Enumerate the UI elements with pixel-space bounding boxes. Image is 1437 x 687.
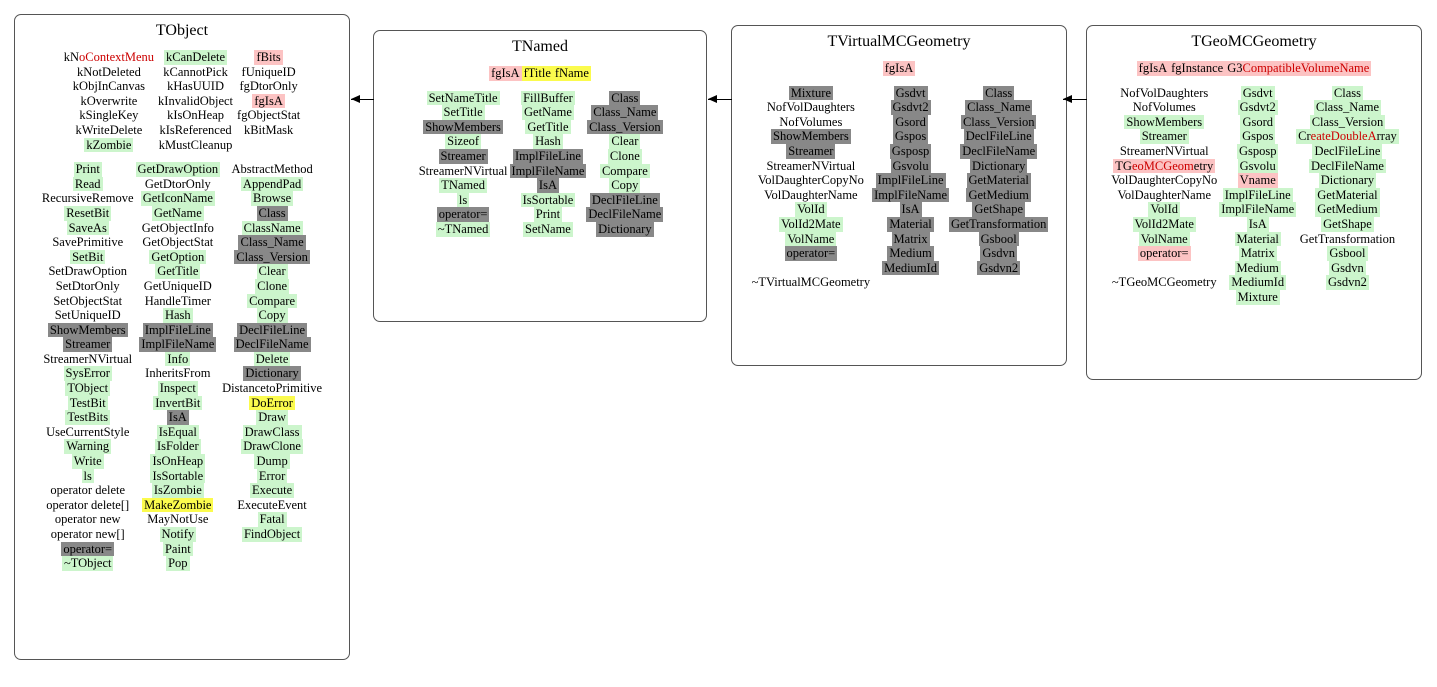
- class-member[interactable]: Class: [258, 205, 286, 220]
- class-member[interactable]: Error: [258, 468, 286, 483]
- class-member[interactable]: ResetBit: [66, 205, 110, 220]
- class-member[interactable]: ExecuteEvent: [237, 497, 307, 512]
- methods-block-column-2: [586, 91, 663, 237]
- class-member[interactable]: DoError: [251, 395, 293, 410]
- attributes-block-column-2: [1225, 61, 1371, 76]
- class-member[interactable]: GetMedium: [968, 187, 1029, 202]
- class-member[interactable]: SetName: [525, 221, 571, 236]
- class-member[interactable]: Gsdvn: [982, 246, 1016, 261]
- class-member[interactable]: Gsbool: [1329, 246, 1366, 261]
- methods-block-column-2: [220, 162, 324, 541]
- methods-block-column-0: [750, 86, 873, 290]
- class-member[interactable]: NofVolumes: [779, 114, 843, 129]
- class-member[interactable]: Hash: [535, 134, 561, 149]
- class-member[interactable]: GetMaterial: [1317, 187, 1378, 202]
- class-member[interactable]: VolDaughterName: [764, 187, 858, 202]
- class-member[interactable]: GetMedium: [1317, 202, 1378, 217]
- class-member[interactable]: TGeoMCGeometry: [1115, 158, 1214, 173]
- class-member[interactable]: Gsbool: [980, 231, 1017, 246]
- class-member[interactable]: Matrix: [893, 231, 928, 246]
- class-member[interactable]: Gsdvt2: [892, 100, 929, 115]
- methods-block-column-0: [40, 162, 136, 571]
- class-member[interactable]: SetNameTitle: [428, 90, 498, 105]
- class-member[interactable]: ~TNamed: [437, 221, 489, 236]
- class-member[interactable]: Class_Version: [962, 114, 1035, 129]
- class-member[interactable]: UseCurrentStyle: [46, 424, 130, 439]
- class-member[interactable]: Pop: [168, 556, 188, 571]
- class-member[interactable]: VolDaughterCopyNo: [757, 173, 864, 188]
- class-member[interactable]: DeclFileName: [235, 337, 309, 352]
- class-member[interactable]: Browse: [252, 191, 292, 206]
- class-member[interactable]: IsEqual: [158, 424, 197, 439]
- methods-block-column-0: [417, 91, 510, 237]
- attributes-block-column-0: [489, 66, 521, 81]
- class-member[interactable]: SavePrimitive: [52, 235, 124, 250]
- class-member[interactable]: Mixture: [790, 85, 831, 100]
- class-member[interactable]: Gsdvt: [1242, 85, 1273, 100]
- class-member[interactable]: ShowMembers: [49, 322, 126, 337]
- class-title: TGeoMCGeometry: [1191, 33, 1317, 50]
- methods-block: [1087, 86, 1421, 305]
- methods-block-column-0: [1109, 86, 1219, 290]
- class-member[interactable]: ImplFileName: [1221, 202, 1295, 217]
- class-member[interactable]: fgObjectStat: [237, 108, 301, 123]
- class-member[interactable]: GetName: [524, 105, 572, 120]
- class-member[interactable]: Streamer: [65, 337, 111, 352]
- class-member[interactable]: DeclFileLine: [1314, 143, 1381, 158]
- class-member[interactable]: IsA: [538, 178, 557, 193]
- class-member[interactable]: Dictionary: [598, 221, 652, 236]
- class-member[interactable]: Clear: [611, 134, 639, 149]
- class-member[interactable]: DrawClass: [244, 424, 300, 439]
- class-member[interactable]: GetShape: [974, 202, 1023, 217]
- class-member[interactable]: GetName: [153, 205, 202, 220]
- class-member[interactable]: Clone: [609, 148, 640, 163]
- class-member[interactable]: fgIsA: [1138, 61, 1168, 75]
- class-member[interactable]: Medium: [889, 246, 932, 261]
- class-member[interactable]: operator delete: [50, 483, 126, 498]
- class-member[interactable]: DrawClone: [243, 439, 301, 454]
- class-member[interactable]: VolName: [787, 231, 835, 246]
- class-member[interactable]: Gsdvn2: [1328, 275, 1367, 290]
- class-member[interactable]: Read: [74, 176, 101, 191]
- class-member[interactable]: Dictionary: [1320, 173, 1375, 188]
- class-member[interactable]: Compare: [249, 293, 295, 308]
- class-member[interactable]: operator=: [63, 541, 113, 556]
- class-member[interactable]: VolName: [1140, 231, 1188, 246]
- class-member[interactable]: Gsdvt2: [1239, 100, 1276, 115]
- class-member[interactable]: ImplFileLine: [144, 322, 211, 337]
- class-member[interactable]: MediumId: [1231, 275, 1285, 290]
- class-member[interactable]: GetTransformation: [951, 216, 1047, 231]
- class-title: TNamed: [512, 38, 568, 55]
- class-member[interactable]: operator new: [54, 512, 121, 527]
- class-member[interactable]: Hash: [164, 308, 191, 323]
- class-member[interactable]: Gsord: [1242, 114, 1273, 129]
- class-member[interactable]: SetTitle: [443, 105, 483, 120]
- class-member[interactable]: CreateDoubleArray: [1298, 129, 1397, 144]
- class-member[interactable]: Gsord: [895, 114, 926, 129]
- class-member[interactable]: fTitle: [523, 66, 551, 80]
- uml-class-tobject[interactable]: [14, 14, 350, 660]
- methods-block: [374, 91, 706, 237]
- class-member[interactable]: SetUniqueID: [54, 308, 121, 323]
- class-member[interactable]: fgIsA: [254, 93, 283, 108]
- class-member[interactable]: GetTitle: [157, 264, 199, 279]
- class-member[interactable]: Class_Name: [967, 100, 1031, 115]
- class-member[interactable]: Streamer: [1141, 129, 1187, 144]
- class-member[interactable]: Copy: [258, 308, 286, 323]
- class-member[interactable]: IsA: [168, 410, 187, 425]
- attributes-block-column-1: [1169, 61, 1225, 76]
- class-member[interactable]: ClassName: [243, 220, 301, 235]
- class-member[interactable]: GetDtorOnly: [144, 176, 211, 191]
- class-member[interactable]: Print: [535, 207, 561, 222]
- class-member[interactable]: Print: [75, 162, 100, 177]
- class-member[interactable]: Fatal: [259, 512, 285, 527]
- class-member[interactable]: Gsdvt: [895, 85, 926, 100]
- class-member[interactable]: Gsdvn: [1331, 260, 1364, 275]
- class-member[interactable]: Class_Version: [1311, 114, 1384, 129]
- class-member[interactable]: MayNotUse: [147, 512, 209, 527]
- class-member[interactable]: DeclFileLine: [591, 192, 658, 207]
- class-member[interactable]: DeclFileName: [1311, 158, 1384, 173]
- class-member[interactable]: fUniqueID: [241, 64, 296, 79]
- attributes-block-column-2: [235, 50, 302, 138]
- class-member[interactable]: kIsReferenced: [159, 122, 232, 137]
- class-member[interactable]: StreamerNVirtual: [43, 351, 133, 366]
- class-member[interactable]: DeclFileName: [962, 143, 1036, 158]
- class-member[interactable]: HandleTimer: [144, 293, 211, 308]
- class-member[interactable]: NofVolDaughters: [1120, 85, 1209, 100]
- class-member[interactable]: GetDrawOption: [137, 162, 219, 177]
- class-member[interactable]: Delete: [255, 351, 289, 366]
- class-member[interactable]: DeclFileLine: [239, 322, 306, 337]
- attributes-block-column-0: [62, 50, 156, 152]
- class-member[interactable]: GetMaterial: [968, 173, 1029, 188]
- attributes-block-column-1: [156, 50, 235, 152]
- class-member[interactable]: kCanDelete: [166, 50, 226, 64]
- class-member[interactable]: ls: [83, 468, 92, 483]
- class-member[interactable]: FindObject: [243, 527, 301, 541]
- class-member[interactable]: IsSortable: [522, 192, 574, 207]
- class-member[interactable]: Paint: [164, 541, 191, 556]
- attributes-block: [732, 61, 1066, 76]
- class-member[interactable]: GetShape: [1323, 216, 1372, 231]
- class-member[interactable]: TObject: [67, 381, 109, 396]
- class-member[interactable]: StreamerNVirtual: [418, 163, 508, 178]
- attributes-block: [15, 50, 349, 152]
- class-member[interactable]: kWriteDelete: [75, 122, 143, 137]
- class-member[interactable]: operator new[]: [50, 527, 125, 541]
- class-member[interactable]: ImplFileLine: [877, 173, 944, 188]
- class-member[interactable]: kIsOnHeap: [167, 108, 224, 123]
- class-member[interactable]: MediumId: [884, 260, 937, 275]
- class-member[interactable]: InheritsFrom: [145, 366, 211, 381]
- class-member[interactable]: kBitMask: [243, 122, 294, 137]
- class-member[interactable]: G3CompatibleVolumeName: [1227, 61, 1370, 75]
- class-member[interactable]: GetUniqueID: [143, 278, 212, 293]
- class-member[interactable]: operator delete[]: [46, 497, 130, 512]
- uml-class-tnamed[interactable]: [373, 30, 707, 322]
- methods-block-column-1: [510, 91, 587, 237]
- class-member[interactable]: Inspect: [159, 381, 196, 396]
- class-member[interactable]: kInvalidObject: [158, 93, 234, 108]
- class-member[interactable]: ShowMembers: [773, 129, 849, 144]
- class-member[interactable]: ls: [458, 192, 468, 207]
- class-member[interactable]: Class: [611, 90, 639, 105]
- class-member[interactable]: ImplFileLine: [1224, 187, 1291, 202]
- class-member[interactable]: Material: [889, 216, 932, 231]
- class-member[interactable]: fgInstance: [1171, 61, 1224, 75]
- class-member[interactable]: operator=: [786, 246, 836, 261]
- methods-block-column-1: [872, 86, 949, 276]
- class-member[interactable]: AppendPad: [242, 176, 302, 191]
- class-member[interactable]: Class_Version: [236, 249, 308, 264]
- class-member[interactable]: kNotDeleted: [76, 64, 141, 79]
- class-member[interactable]: VolId2Mate: [781, 216, 841, 231]
- class-member[interactable]: RecursiveRemove: [41, 191, 134, 206]
- class-member[interactable]: GetIconName: [142, 191, 213, 206]
- class-member[interactable]: kZombie: [86, 137, 132, 152]
- class-member[interactable]: Class_Name: [1315, 100, 1380, 115]
- class-title: TObject: [155, 22, 209, 39]
- class-member[interactable]: MakeZombie: [144, 497, 212, 512]
- class-member[interactable]: Matrix: [1240, 246, 1275, 261]
- attributes-block: [374, 66, 706, 81]
- class-member[interactable]: IsA: [1248, 216, 1267, 231]
- class-member[interactable]: VolId2Mate: [1134, 216, 1194, 231]
- class-member[interactable]: Mixture: [1237, 289, 1278, 304]
- class-member[interactable]: ImplFileLine: [514, 148, 581, 163]
- class-member[interactable]: ShowMembers: [425, 119, 501, 134]
- class-member[interactable]: SetObjectStat: [53, 293, 123, 308]
- class-member[interactable]: SetDtorOnly: [55, 278, 120, 293]
- class-member: [807, 261, 814, 276]
- class-member[interactable]: Streamer: [788, 143, 834, 158]
- class-member[interactable]: ShowMembers: [1126, 114, 1203, 129]
- class-member[interactable]: SysError: [65, 366, 110, 381]
- class-member[interactable]: SetDrawOption: [48, 264, 127, 279]
- class-member[interactable]: VolDaughterCopyNo: [1111, 173, 1218, 188]
- class-member[interactable]: Vname: [1239, 173, 1276, 188]
- class-member[interactable]: Compare: [601, 163, 648, 178]
- class-member[interactable]: Copy: [611, 178, 639, 193]
- class-member[interactable]: Class: [1333, 85, 1361, 100]
- class-member[interactable]: operator=: [438, 207, 488, 222]
- class-member[interactable]: kMustCleanup: [158, 137, 233, 152]
- class-member[interactable]: Dump: [256, 454, 288, 469]
- class-member[interactable]: FillBuffer: [523, 90, 573, 105]
- class-member[interactable]: GetOption: [151, 249, 205, 264]
- arrow-tvirtualmcgeometry-to-tnamed: [708, 99, 732, 100]
- class-member[interactable]: IsFolder: [156, 439, 199, 454]
- class-member: [1161, 261, 1168, 276]
- class-member[interactable]: AbstractMethod: [231, 162, 313, 177]
- class-member[interactable]: IsOnHeap: [152, 454, 204, 469]
- class-member[interactable]: ImplFileName: [141, 337, 215, 352]
- attributes-block: [1087, 61, 1421, 76]
- methods-block: [15, 162, 349, 571]
- class-member[interactable]: ~TObject: [63, 556, 112, 571]
- uml-class-tvirtualmcgeometry[interactable]: [731, 25, 1067, 366]
- class-member[interactable]: TestBit: [69, 395, 106, 410]
- class-member[interactable]: IsZombie: [153, 483, 202, 498]
- class-member[interactable]: Gspos: [1242, 129, 1274, 144]
- class-member[interactable]: kCannotPick: [163, 64, 228, 79]
- class-member[interactable]: Clear: [258, 264, 286, 279]
- class-member[interactable]: fgDtorOnly: [239, 79, 298, 94]
- class-member[interactable]: NofVolumes: [1132, 100, 1196, 115]
- class-member[interactable]: fBits: [256, 50, 281, 64]
- attributes-block-column-1: [522, 66, 553, 81]
- class-member[interactable]: GetObjectStat: [142, 235, 214, 250]
- class-member[interactable]: Dictionary: [971, 158, 1026, 173]
- class-member[interactable]: IsSortable: [152, 468, 204, 483]
- class-member[interactable]: DeclFileLine: [965, 129, 1032, 144]
- class-member[interactable]: kOverwrite: [80, 93, 138, 108]
- class-member[interactable]: Notify: [161, 527, 195, 541]
- class-member[interactable]: kNoContextMenu: [63, 50, 155, 64]
- class-member[interactable]: GetObjectInfo: [141, 220, 214, 235]
- class-member[interactable]: GetTitle: [527, 119, 569, 134]
- class-member[interactable]: InvertBit: [155, 395, 201, 410]
- class-member[interactable]: IsA: [901, 202, 920, 217]
- class-member[interactable]: Dictionary: [245, 366, 299, 381]
- class-member[interactable]: GetTransformation: [1299, 231, 1396, 246]
- class-title: TVirtualMCGeometry: [827, 33, 971, 50]
- class-member[interactable]: kSingleKey: [79, 108, 139, 123]
- class-member[interactable]: Gsvolu: [892, 158, 929, 173]
- class-member[interactable]: ImplFileName: [511, 163, 585, 178]
- class-member[interactable]: VolId: [797, 202, 825, 217]
- class-member[interactable]: Draw: [258, 410, 286, 425]
- class-member[interactable]: StreamerNVirtual: [766, 158, 856, 173]
- methods-block-column-1: [136, 162, 221, 571]
- class-member[interactable]: DeclFileName: [588, 207, 662, 222]
- class-member[interactable]: Gsposp: [891, 143, 930, 158]
- attributes-block-column-0: [1137, 61, 1169, 76]
- class-member[interactable]: fgIsA: [491, 66, 520, 80]
- class-member[interactable]: TestBits: [67, 410, 109, 425]
- class-member[interactable]: NofVolDaughters: [766, 100, 855, 115]
- class-member[interactable]: Info: [167, 351, 189, 366]
- class-member[interactable]: Medium: [1236, 260, 1279, 275]
- class-member[interactable]: VolId: [1150, 202, 1179, 217]
- class-member[interactable]: Gspos: [894, 129, 927, 144]
- class-member[interactable]: StreamerNVirtual: [1119, 143, 1209, 158]
- class-member[interactable]: Gsdvn2: [979, 260, 1019, 275]
- class-member[interactable]: VolDaughterName: [1117, 187, 1211, 202]
- class-member[interactable]: Clone: [257, 278, 288, 293]
- class-member[interactable]: Class_Name: [593, 105, 657, 120]
- class-member[interactable]: Execute: [251, 483, 293, 498]
- class-member[interactable]: SetBit: [72, 249, 104, 264]
- class-member[interactable]: ~TVirtualMCGeometry: [751, 275, 871, 290]
- class-member[interactable]: SaveAs: [68, 220, 107, 235]
- arrow-tgeomcgeometry-to-tvirtualmcgeometry: [1063, 99, 1087, 100]
- arrow-tnamed-to-tobject: [351, 99, 374, 100]
- class-member[interactable]: Class_Version: [589, 119, 661, 134]
- class-member[interactable]: ImplFileName: [874, 187, 948, 202]
- class-member[interactable]: operator=: [1139, 246, 1189, 261]
- class-member[interactable]: ~TGeoMCGeometry: [1111, 275, 1217, 290]
- class-member[interactable]: Material: [1236, 231, 1279, 246]
- methods-block-column-2: [949, 86, 1048, 276]
- class-member[interactable]: Write: [73, 454, 102, 469]
- class-member[interactable]: TNamed: [441, 178, 485, 193]
- class-member[interactable]: kObjInCanvas: [72, 79, 146, 94]
- class-member[interactable]: Gsposp: [1238, 143, 1277, 158]
- class-member[interactable]: kHasUUID: [167, 79, 224, 94]
- methods-block-column-1: [1219, 86, 1296, 305]
- class-member[interactable]: Class_Name: [240, 235, 304, 250]
- class-member[interactable]: fName: [554, 66, 589, 80]
- class-member[interactable]: DistancetoPrimitive: [222, 381, 323, 396]
- uml-class-tgeomcgeometry[interactable]: [1086, 25, 1422, 380]
- attributes-block-column-2: [553, 66, 591, 81]
- methods-block-column-2: [1296, 86, 1399, 290]
- class-member[interactable]: Gsvolu: [1239, 158, 1276, 173]
- class-member[interactable]: Sizeof: [447, 134, 480, 149]
- class-member[interactable]: fgIsA: [884, 61, 914, 75]
- class-member[interactable]: Warning: [66, 439, 110, 454]
- class-member[interactable]: Streamer: [440, 148, 486, 163]
- methods-block: [732, 86, 1066, 290]
- class-member[interactable]: Class: [985, 85, 1013, 100]
- attributes-block-column-1: [883, 61, 915, 76]
